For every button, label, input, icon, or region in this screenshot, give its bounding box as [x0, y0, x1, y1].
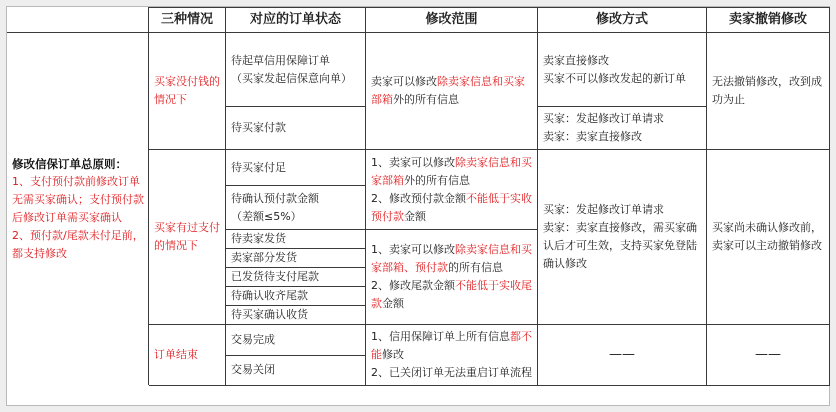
- case3-status2: 交易关闭: [226, 355, 366, 386]
- case2-scopeA2-pre: 2、修改预付款金额: [371, 191, 466, 205]
- case3-revoke: ——: [707, 325, 830, 386]
- case2-status6: 待确认收齐尾款: [226, 287, 366, 306]
- case2-status2-line1: 待确认预付款金额: [231, 191, 319, 205]
- case2-label: 买家有过支付的情况下: [149, 150, 226, 325]
- case2-scopeA2-red: 不能低于实收预付款: [371, 191, 532, 223]
- case1-method2: [538, 107, 707, 150]
- case1-status1-line1: 待起草信用保障订单: [231, 53, 330, 67]
- case2-status2-line2: （差额≤5%）: [231, 209, 302, 223]
- case3-scope1-pre: 1、信用保障订单上所有信息: [371, 330, 510, 343]
- case1-scope-post: 外的所有信息: [393, 93, 459, 106]
- case2-scopeB2-pre: 2、修改尾款金额: [371, 279, 455, 292]
- case1-revoke: 无法撤销修改，改到成功为止: [707, 33, 830, 150]
- case1-method1-line2: 买家不可以修改发起的新订单: [543, 71, 686, 85]
- case2-method-line2: 卖家：卖家直接修改，需买家确认后才可生效，支持买家免登陆确认修改: [543, 221, 697, 270]
- case3-scope1-post: 修改: [382, 348, 404, 361]
- header-status: 对应的订单状态: [226, 8, 366, 33]
- case3-status1: 交易完成: [226, 325, 366, 356]
- case2-scopeB2-post: 金额: [382, 297, 404, 310]
- header-method: 修改方式: [538, 8, 707, 33]
- case1-method1-line1: 卖家直接修改: [543, 53, 609, 67]
- case3-scope: [366, 325, 538, 386]
- case2-scopeB2-red: 不能低于实收尾款: [371, 279, 532, 310]
- case2-method: [538, 150, 707, 325]
- header-row: [8, 8, 830, 33]
- case2-status1: 待买家付足: [226, 150, 366, 186]
- principle-line1: 1、支付预付款前修改订单无需买家确认；支付预付款后修改订单需买家确认: [12, 175, 144, 224]
- order-modification-table: [7, 7, 830, 386]
- case3-label: 订单结束: [149, 325, 226, 386]
- case1-method1: [538, 33, 707, 107]
- case1-method2-line1: 买家：发起修改订单请求: [543, 112, 664, 125]
- case2-scopeB1-post: 的所有信息: [448, 261, 503, 274]
- case1-scope-red: 除卖家信息和买家部箱: [371, 75, 525, 106]
- case1-method2-line2: 卖家：卖家直接修改: [543, 130, 642, 143]
- case1-status1-line2: （买家发起信保意向单）: [231, 71, 352, 85]
- case2-status7: 待买家确认收货: [226, 306, 366, 325]
- principle-cell: [8, 33, 149, 386]
- case2-scopeA: [366, 150, 538, 230]
- case3-scope1-red: 都不能: [371, 330, 532, 361]
- case2-method-line1: 买家：发起修改订单请求: [543, 203, 664, 216]
- case2-scopeB: [366, 230, 538, 325]
- case1-status2: 待买家付款: [226, 107, 366, 150]
- case1-scope-pre: 卖家可以修改: [371, 75, 437, 88]
- header-scope: 修改范围: [366, 8, 538, 33]
- case1-row1: [8, 33, 830, 107]
- case2-scopeA2-post: 金额: [404, 209, 426, 223]
- principle-line2: 2、预付款/尾款未付足前，都支持修改: [12, 229, 144, 260]
- case2-scopeA1-post: 外的所有信息: [404, 173, 470, 187]
- case2-status5: 已发货待支付尾款: [226, 268, 366, 287]
- case2-scopeA1-pre: 1、卖家可以修改: [371, 155, 455, 169]
- case2-revoke: 买家尚未确认修改前，卖家可以主动撤销修改: [707, 150, 830, 325]
- case1-scope: [366, 33, 538, 150]
- header-case: 三种情况: [149, 8, 226, 33]
- case3-method: ——: [538, 325, 707, 386]
- case2-status2: [226, 186, 366, 230]
- case3-scope2: 2、已关闭订单无法重启订单流程: [371, 366, 532, 379]
- case2-status3: 待卖家发货: [226, 230, 366, 249]
- case2-scopeB1-red: 除卖家信息和买家部箱、预付款: [371, 243, 532, 274]
- principle-title: 修改信保订单总原则：: [12, 157, 127, 171]
- case2-scopeA1-red: 除卖家信息和买家部箱: [371, 155, 532, 187]
- case1-status1: [226, 33, 366, 107]
- document-frame: [6, 6, 830, 406]
- case2-status4: 卖家部分发货: [226, 249, 366, 268]
- header-revoke: 卖家撤销修改: [707, 8, 830, 33]
- case2-scopeB1-pre: 1、卖家可以修改: [371, 243, 455, 256]
- case1-label: 买家没付钱的情况下: [149, 33, 226, 150]
- header-principle: [8, 8, 149, 33]
